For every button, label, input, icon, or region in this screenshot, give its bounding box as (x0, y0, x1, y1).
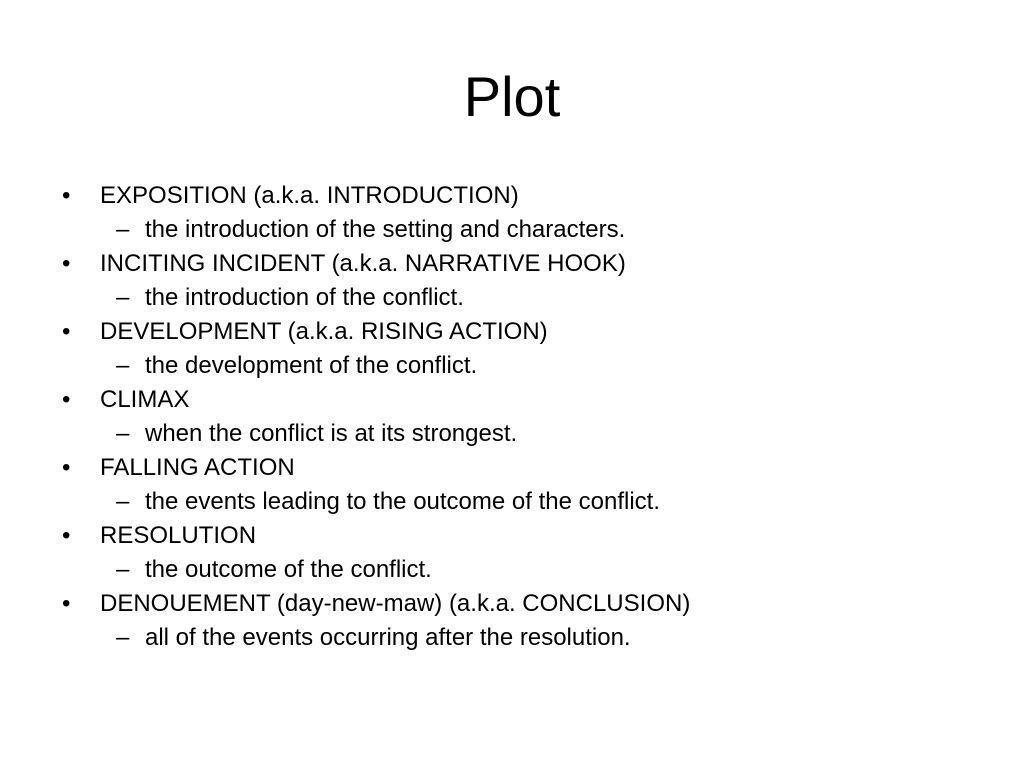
stage-heading-climax (0, 383, 1024, 417)
bullet-marker: • (62, 590, 71, 617)
stage-heading-label: FALLING ACTION (100, 454, 295, 481)
stage-detail-label: the outcome of the conflict. (145, 556, 432, 583)
dash-marker: – (116, 216, 130, 243)
bullet-marker: • (62, 454, 71, 481)
stage-heading-denouement (0, 587, 1024, 621)
stage-detail-label: the introduction of the conflict. (145, 284, 464, 311)
stage-heading-label: INCITING INCIDENT (a.k.a. NARRATIVE HOOK) (100, 250, 626, 277)
stage-detail-exposition (0, 213, 1024, 247)
stage-heading-exposition (0, 179, 1024, 213)
dash-marker: – (116, 420, 130, 447)
stage-detail-inciting-incident (0, 281, 1024, 315)
stage-heading-label: DENOUEMENT (day-new-maw) (a.k.a. CONCLUSION) (100, 590, 691, 617)
bullet-marker: • (62, 522, 71, 549)
stage-detail-label: the events leading to the outcome of the conflict. (145, 488, 660, 515)
dash-marker: – (116, 488, 130, 515)
stage-detail-climax (0, 417, 1024, 451)
stage-detail-label: when the conflict is at its strongest. (145, 420, 518, 447)
dash-marker: – (116, 352, 130, 379)
dash-marker: – (116, 624, 130, 651)
bullet-marker: • (62, 182, 71, 209)
stage-heading-label: EXPOSITION (a.k.a. INTRODUCTION) (100, 182, 519, 209)
stage-heading-falling-action (0, 451, 1024, 485)
stage-heading-development (0, 315, 1024, 349)
stage-detail-resolution (0, 553, 1024, 587)
slide-title: Plot (463, 65, 561, 128)
stage-detail-label: all of the events occurring after the resolution. (145, 624, 631, 651)
stage-heading-label: DEVELOPMENT (a.k.a. RISING ACTION) (100, 318, 548, 345)
stage-detail-development (0, 349, 1024, 383)
dash-marker: – (116, 284, 130, 311)
stage-detail-label: the development of the conflict. (145, 352, 478, 379)
stage-detail-denouement (0, 621, 1024, 655)
stage-heading-resolution (0, 519, 1024, 553)
stage-heading-label: RESOLUTION (100, 522, 257, 549)
stage-heading-label: CLIMAX (100, 386, 190, 413)
stage-detail-falling-action (0, 485, 1024, 519)
bullet-marker: • (62, 386, 71, 413)
stage-heading-inciting-incident (0, 247, 1024, 281)
dash-marker: – (116, 556, 130, 583)
bullet-marker: • (62, 250, 71, 277)
bullet-marker: • (62, 318, 71, 345)
stage-detail-label: the introduction of the setting and characters. (145, 216, 626, 243)
plot-stage-list (0, 179, 1024, 655)
